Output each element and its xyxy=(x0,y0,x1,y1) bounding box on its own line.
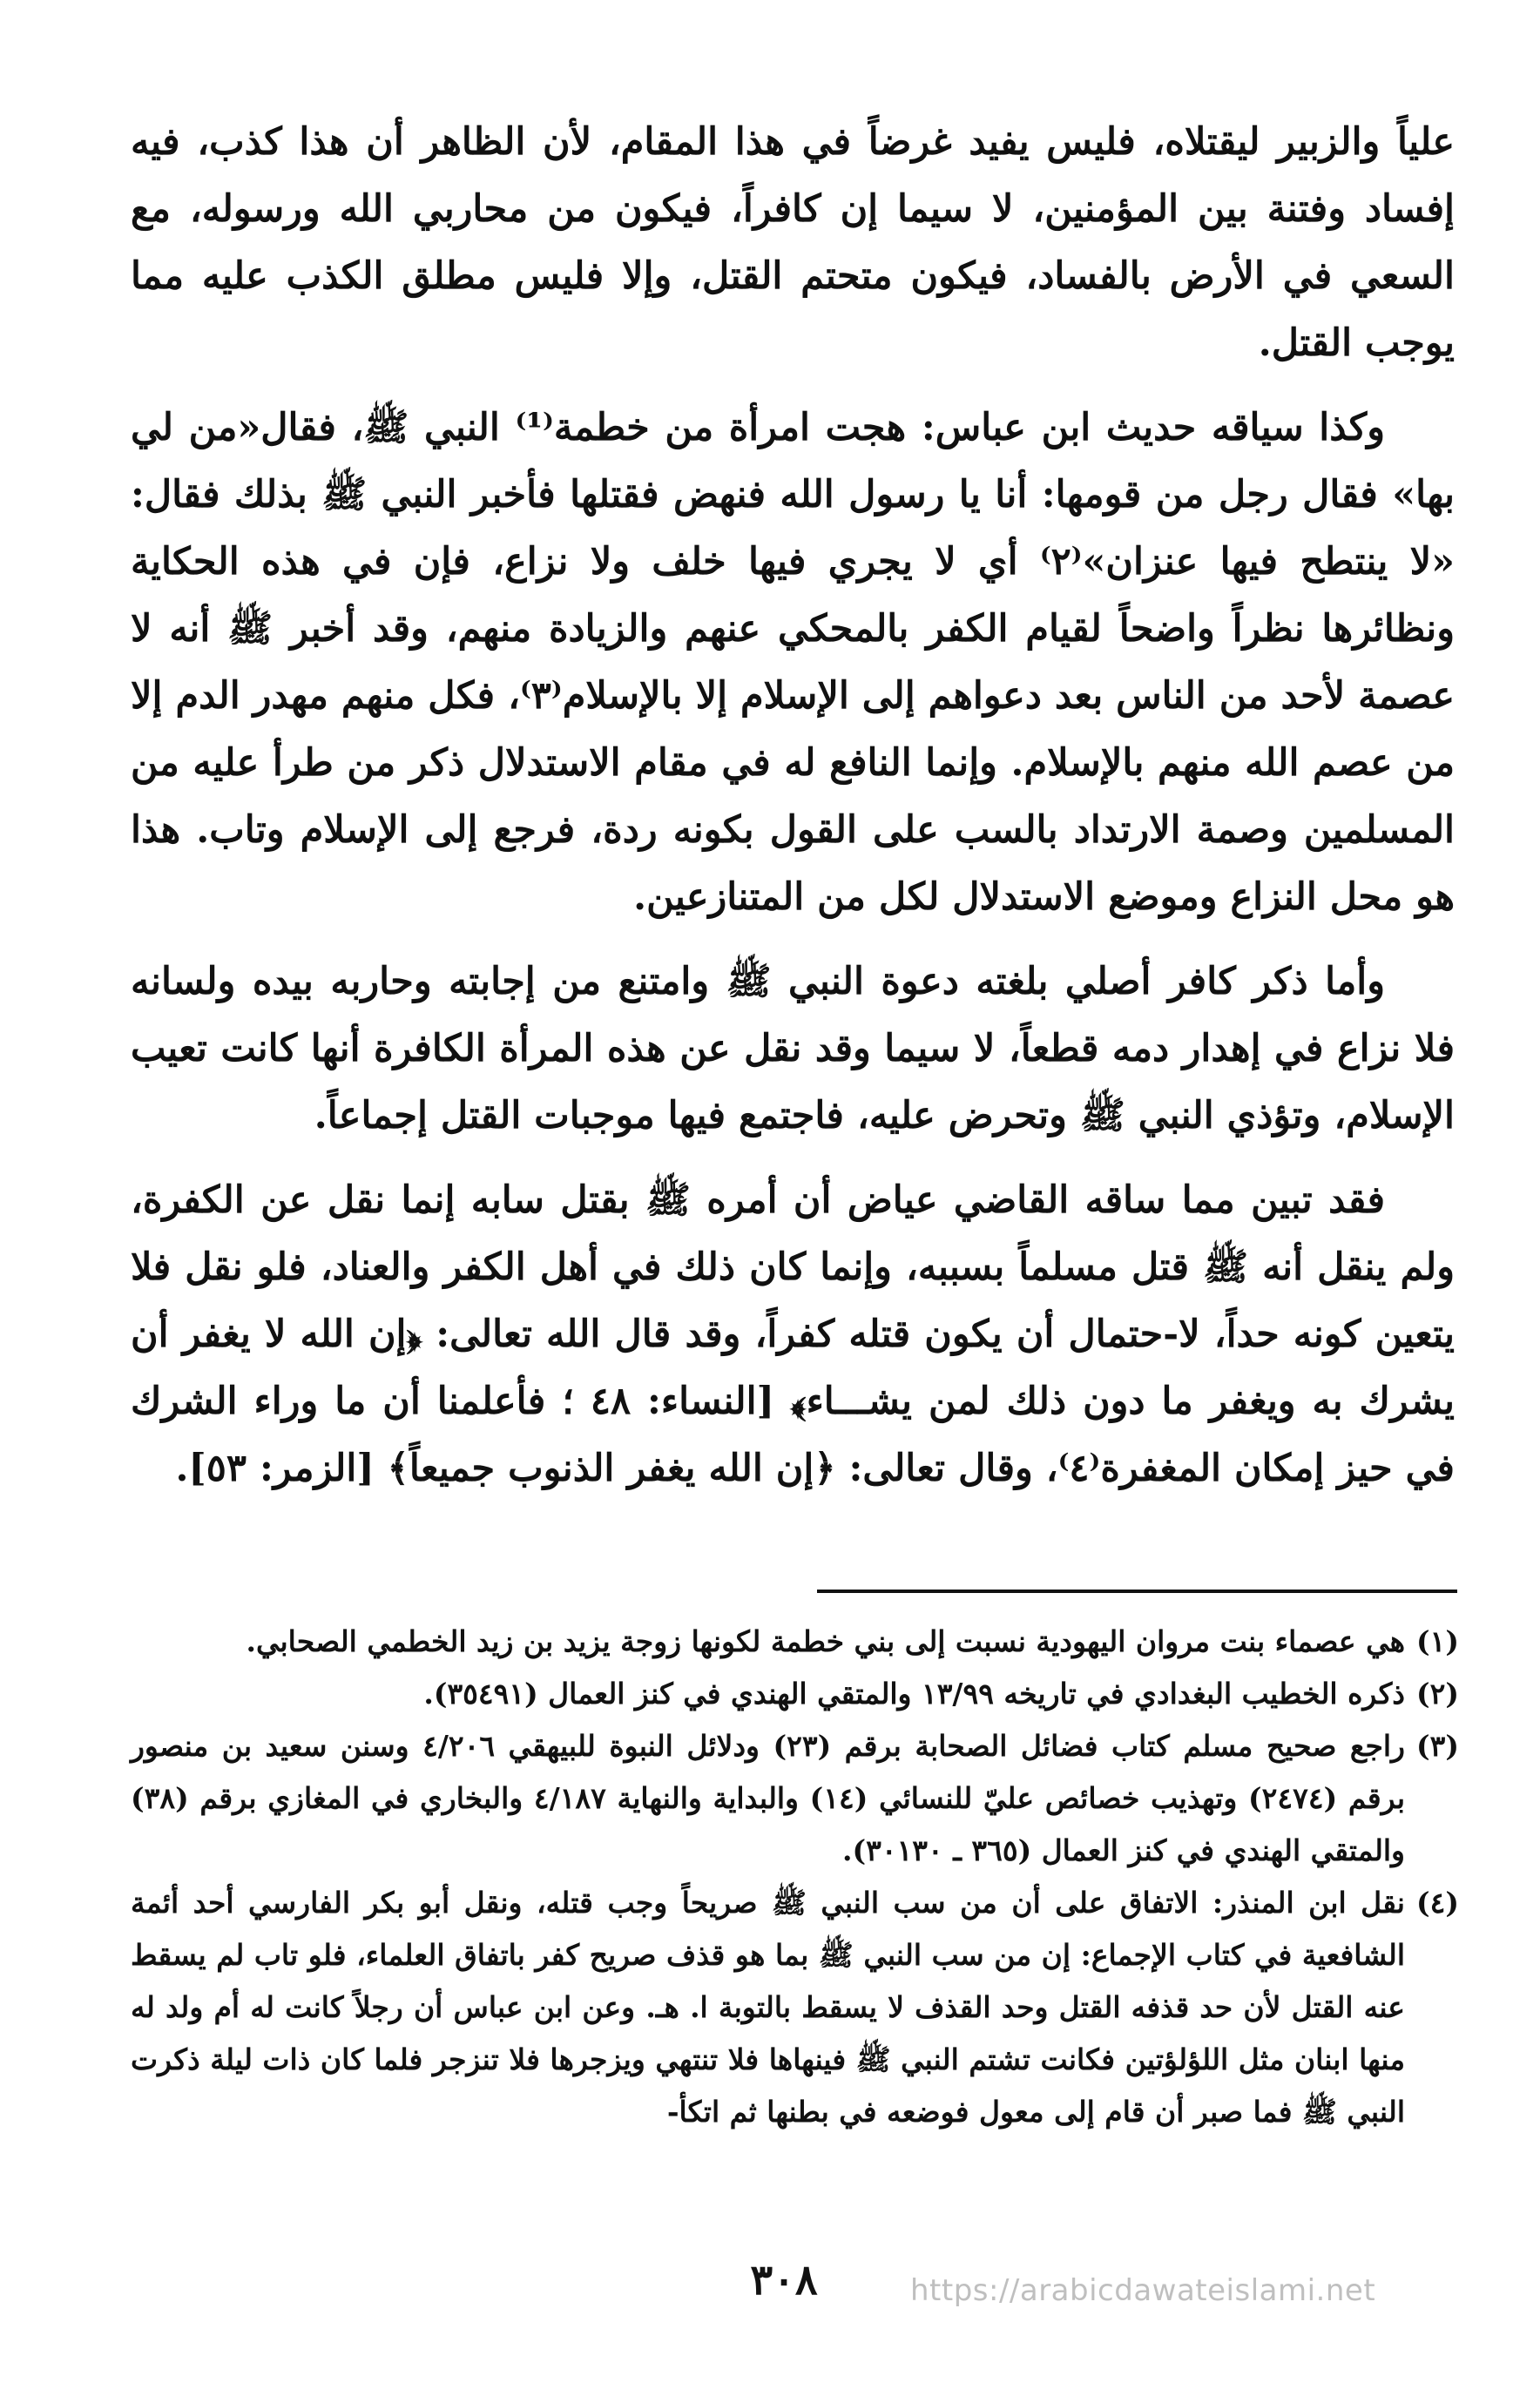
watermark-url: https://arabicdawateislami.net xyxy=(910,2273,1376,2308)
footnote-4 xyxy=(131,1877,1459,2138)
footnote-number: (٢) xyxy=(1416,1677,1459,1711)
footnote-number: (١) xyxy=(1416,1624,1459,1658)
footnote-text: ذكره الخطيب البغدادي في تاريخه ١٣/٩٩ والمتقي الهندي في كنز العمال (٣٥٤٩١). xyxy=(423,1677,1405,1711)
footnotes xyxy=(131,1616,1459,2138)
footnote-separator xyxy=(817,1590,1457,1593)
footnote-text: نقل ابن المنذر: الاتفاق على أن من سب النبي ﷺ صريحاً وجب قتله، ونقل أبو بكر الفارسي أحد أئمة الشافعية في كتاب الإجماع: إن من سب النبي ﷺ بما هو قذف صريح كفر باتفاق العلماء، فلو تاب لم يسقط عنه القتل لأن حد قذفه القتل وحد القذف لا يسقط بالتوبة ا. هـ. وعن ابن عباس أن رجلاً كانت له أم ولد له منها ابنان مثل اللؤلؤتين فكانت تشتم النبي ﷺ فينهاها فلا تنتهي ويزجرها فلا تنزجر فلما كان ذات ليلة ذكرت النبي ﷺ فما صبر أن قام إلى معول فوضعه في بطنها ثم اتكأ- xyxy=(131,1886,1405,2129)
footnote-number: (٣) xyxy=(1416,1729,1459,1763)
paragraph-3: وأما ذكر كافر أصلي بلغته دعوة النبي ﷺ وامتنع من إجابته وحاربه بيده ولسانه فلا نزاع في إهدار دمه قطعاً، لا سيما وقد نقل عن هذه المرأة الكافرة أنها كانت تعيب الإسلام، وتؤذي النبي ﷺ وتحرض عليه، فاجتمع فيها موجبات القتل إجماعاً. xyxy=(131,960,1455,1137)
footnote-1 xyxy=(131,1616,1459,1668)
page-number: ٣٠٨ xyxy=(750,2256,818,2305)
main-text-body xyxy=(131,109,1455,1520)
paragraph-4: فقد تبين مما ساقه القاضي عياض أن أمره ﷺ بقتل سابه إنما نقل عن الكفرة، ولم ينقل أنه ﷺ قتل مسلماً بسببه، وإنما كان ذلك في أهل الكفر والعناد، فلو نقل فلا يتعين كونه حداً، لا-حتمال أن يكون قتله كفراً، وقد قال الله تعالى: ﴿إن الله لا يغفر أن يشرك به ويغفر ما دون ذلك لمن يشـــاء﴾ [النساء: ٤٨ ؛ فأعلمنا أن ما وراء الشرك في حيز إمكان المغفرة⁽٤⁾، وقال تعالى: ﴿إن الله يغفر الذنوب جميعاً﴾ [الزمر: ٥٣]. xyxy=(131,1178,1455,1490)
footnote-number: (٤) xyxy=(1416,1886,1459,1920)
footnote-text: راجع صحيح مسلم كتاب فضائل الصحابة برقم (٢٣) ودلائل النبوة للبيهقي ٤/٢٠٦ وسنن سعيد بن منصور برقم (٢٤٧٤) وتهذيب خصائص عليّ للنسائي (١٤) والبداية والنهاية ٤/١٨٧ والبخاري في المغازي برقم (٣٨) والمتقي الهندي في كنز العمال (٣٦٥ ـ ٣٠١٣٠). xyxy=(131,1729,1406,1867)
paragraph-1: علياً والزبير ليقتلاه، فليس يفيد غرضاً في هذا المقام، لأن الظاهر أن هذا كذب، فيه إفساد وفتنة بين المؤمنين، لا سيما إن كافراً، فيكون من محاربي الله ورسوله، مع السعي في الأرض بالفساد، فيكون متحتم القتل، وإلا فليس مطلق الكذب عليه مما يوجب القتل. xyxy=(131,120,1455,365)
footnote-3 xyxy=(131,1720,1459,1877)
footnote-text: هي عصماء بنت مروان اليهودية نسبت إلى بني خطمة لكونها زوجة يزيد بن زيد الخطمي الصحابي. xyxy=(246,1624,1405,1658)
paragraph-2: وكذا سياقه حديث ابن عباس: هجت امرأة من خطمة⁽¹⁾ النبي ﷺ، فقال«من لي بها» فقال رجل من قومها: أنا يا رسول الله فنهض فقتلها فأخبر النبي ﷺ بذلك فقال: «لا ينتطح فيها عنزان»⁽٢⁾ أي لا يجري فيها خلف ولا نزاع، فإن في هذه الحكاية ونظائرها نظراً واضحاً لقيام الكفر بالمحكي عنهم والزيادة منهم، وقد أخبر ﷺ أنه لا عصمة لأحد من الناس بعد دعواهم إلى الإسلام إلا بالإسلام⁽٣⁾، فكل منهم مهدر الدم إلا من عصم الله منهم بالإسلام. وإنما النافع له في مقام الاستدلال ذكر من طرأ عليه من المسلمين وصمة الارتداد بالسب على القول بكونه ردة، فرجع إلى الإسلام وتاب. هذا هو محل النزاع وموضع الاستدلال لكل من المتنازعين. xyxy=(131,406,1455,919)
footnote-2 xyxy=(131,1668,1459,1720)
